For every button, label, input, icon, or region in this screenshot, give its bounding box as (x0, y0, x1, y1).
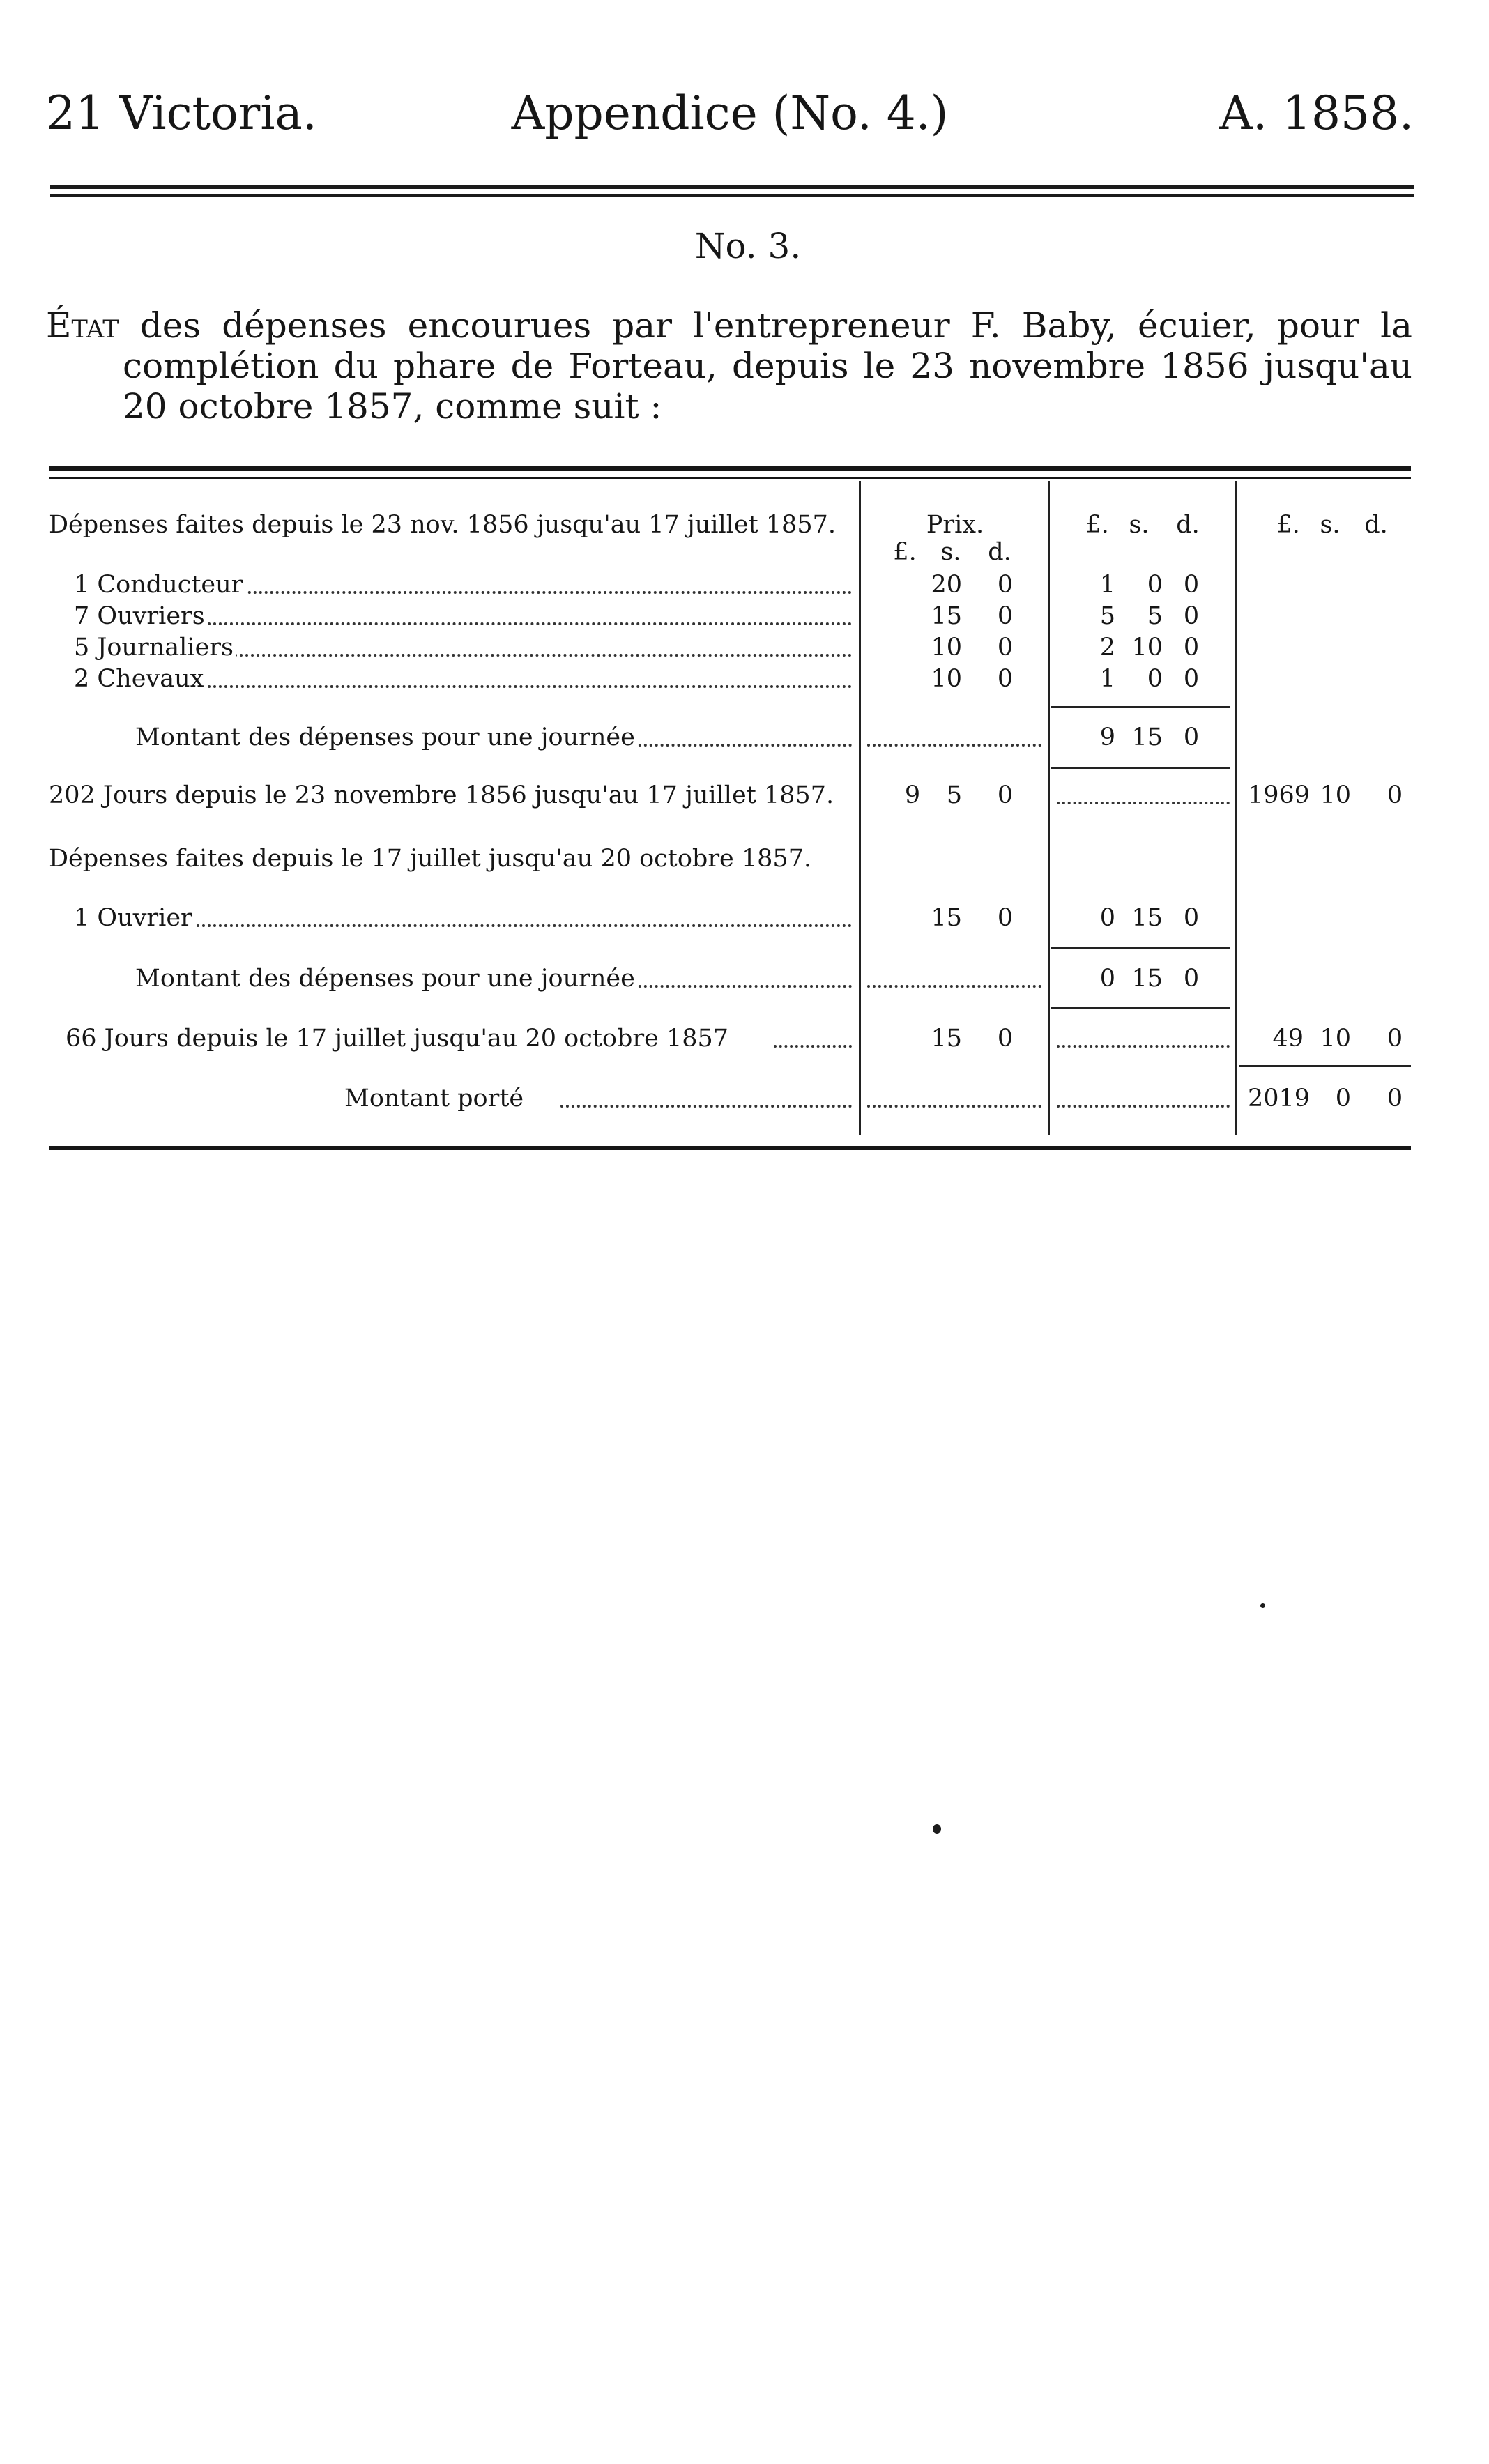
prix-unit-pounds: £. (893, 538, 917, 566)
item-conducteur-label: 1 Conducteur (74, 571, 245, 599)
leader-dots (867, 984, 1041, 988)
item-conducteur-total-d: 0 (1183, 571, 1200, 599)
carried-total-s: 0 (1335, 1085, 1351, 1112)
leader-dots (1057, 800, 1230, 804)
days-1-amount-s: 10 (1320, 781, 1351, 809)
leader-dots (560, 1103, 852, 1108)
document-number: No. 3. (694, 226, 802, 266)
item-journaliers-label: 5 Journaliers (74, 634, 236, 661)
item-ouvrier-total-s: 15 (1131, 904, 1163, 932)
prix-unit-pence: d. (988, 538, 1011, 566)
leader-dots (867, 742, 1041, 747)
item-ouvrier-label: 1 Ouvrier (74, 904, 195, 932)
leader-dots (202, 684, 852, 688)
running-header-left: 21 Victoria. (46, 86, 317, 140)
carried-total-d: 0 (1387, 1085, 1403, 1112)
days-1-amount-l: 1969 (1248, 781, 1311, 809)
days-1-label: 202 Jours depuis le 23 novembre 1856 jusqu'au 17 juillet 1857. (49, 781, 834, 809)
days-2-prix-d: 0 (997, 1025, 1014, 1053)
statement-paragraph (46, 305, 1412, 427)
statement-text: des dépenses encourues par l'entrepreneur F. Baby, écuier, pour la complétion du phare de Forteau, depuis le 23 novembre 1856 jusqu'au 20 octobre 1857, comme suit : (119, 305, 1412, 427)
item-journaliers-prix-d: 0 (997, 634, 1014, 661)
leader-dots (202, 621, 852, 625)
days-2-amount-l: 49 (1272, 1025, 1304, 1053)
item-ouvriers-label: 7 Ouvriers (74, 602, 208, 630)
item-ouvriers-prix-s: 15 (931, 602, 962, 630)
item-journaliers-total-s: 10 (1131, 634, 1163, 661)
column-divider-prix (1048, 481, 1050, 1135)
section-title-2: Dépenses faites depuis le 17 juillet jusqu'au 20 octobre 1857. (49, 845, 812, 873)
right-unit-pounds: £. (1276, 511, 1300, 539)
item-chevaux-total-s: 0 (1147, 665, 1163, 693)
days-1-prix-d: 0 (997, 781, 1014, 809)
item-conducteur-total-s: 0 (1147, 571, 1163, 599)
mid-unit-shillings: s. (1129, 511, 1150, 539)
grand-total-rule (1239, 1065, 1411, 1067)
item-conducteur-total-l: 1 (1099, 571, 1115, 599)
days-1-prix-l: 9 (904, 781, 921, 809)
mid-unit-pence: d. (1176, 511, 1200, 539)
item-conducteur-prix-d: 0 (997, 571, 1014, 599)
scan-speck (933, 1824, 941, 1834)
item-ouvriers-total-s: 5 (1147, 602, 1163, 630)
leader-dots (223, 652, 852, 657)
daily-total-1-d: 0 (1183, 724, 1200, 751)
carried-total-label: Montant porté (344, 1085, 526, 1112)
days-1-prix-s: 5 (946, 781, 963, 809)
days-2-amount-s: 10 (1320, 1025, 1351, 1053)
column-divider-label (859, 481, 861, 1135)
leader-dots (627, 984, 852, 988)
daily-total-1-s: 15 (1131, 724, 1163, 751)
header-double-rule (50, 185, 1414, 189)
scan-speck (1260, 1603, 1265, 1608)
daily-total-rule (1051, 1007, 1230, 1009)
leader-dots (867, 1103, 1041, 1108)
table-top-rule-thin (49, 477, 1411, 479)
table-top-rule (49, 466, 1411, 471)
column-divider-total (1235, 481, 1237, 1135)
daily-total-1-label: Montant des dépenses pour une journée (135, 724, 638, 751)
leader-dots (774, 1043, 852, 1048)
right-unit-pence: d. (1364, 511, 1388, 539)
item-ouvriers-total-d: 0 (1183, 602, 1200, 630)
leader-dots (209, 590, 852, 594)
days-2-prix-s: 15 (931, 1025, 962, 1053)
item-chevaux-total-l: 1 (1099, 665, 1115, 693)
item-ouvrier-total-d: 0 (1183, 904, 1200, 932)
item-ouvrier-prix-d: 0 (997, 904, 1014, 932)
daily-total-2-d: 0 (1183, 965, 1200, 993)
item-journaliers-total-d: 0 (1183, 634, 1200, 661)
item-chevaux-prix-d: 0 (997, 665, 1014, 693)
daily-total-1-l: 9 (1099, 724, 1115, 751)
item-journaliers-total-l: 2 (1099, 634, 1115, 661)
daily-total-rule (1051, 767, 1230, 769)
section-title-1: Dépenses faites depuis le 23 nov. 1856 jusqu'au 17 juillet 1857. (49, 511, 836, 539)
leader-dots (185, 923, 852, 927)
table-bottom-rule (49, 1146, 1411, 1150)
item-chevaux-total-d: 0 (1183, 665, 1200, 693)
days-1-amount-d: 0 (1387, 781, 1403, 809)
item-conducteur-prix-s: 20 (931, 571, 962, 599)
leader-dots (1057, 1043, 1230, 1048)
subtotal-rule (1051, 947, 1230, 949)
running-header-title: Appendice (No. 4.) (511, 86, 949, 140)
prix-unit-shillings: s. (940, 538, 961, 566)
daily-total-2-s: 15 (1131, 965, 1163, 993)
leader-dots (1057, 1103, 1230, 1108)
item-chevaux-prix-s: 10 (931, 665, 962, 693)
leader-dots (627, 742, 852, 747)
item-ouvrier-total-l: 0 (1099, 904, 1115, 932)
running-header (46, 82, 1414, 145)
running-header-year: A. 1858. (1219, 86, 1414, 140)
days-2-amount-d: 0 (1387, 1025, 1403, 1053)
subtotal-rule (1051, 706, 1230, 708)
mid-unit-pounds: £. (1085, 511, 1109, 539)
statement-lead-word: État (46, 305, 119, 346)
item-ouvriers-prix-d: 0 (997, 602, 1014, 630)
carried-total-l: 2019 (1248, 1085, 1311, 1112)
days-2-label: 66 Jours depuis le 17 juillet jusqu'au 20 octobre 1857 (66, 1025, 731, 1053)
item-chevaux-label: 2 Chevaux (74, 665, 206, 693)
right-unit-shillings: s. (1320, 511, 1341, 539)
item-ouvrier-prix-s: 15 (931, 904, 962, 932)
daily-total-2-label: Montant des dépenses pour une journée (135, 965, 638, 993)
item-journaliers-prix-s: 10 (931, 634, 962, 661)
item-ouvriers-total-l: 5 (1099, 602, 1115, 630)
prix-header: Prix. (926, 511, 984, 539)
daily-total-2-l: 0 (1099, 965, 1115, 993)
